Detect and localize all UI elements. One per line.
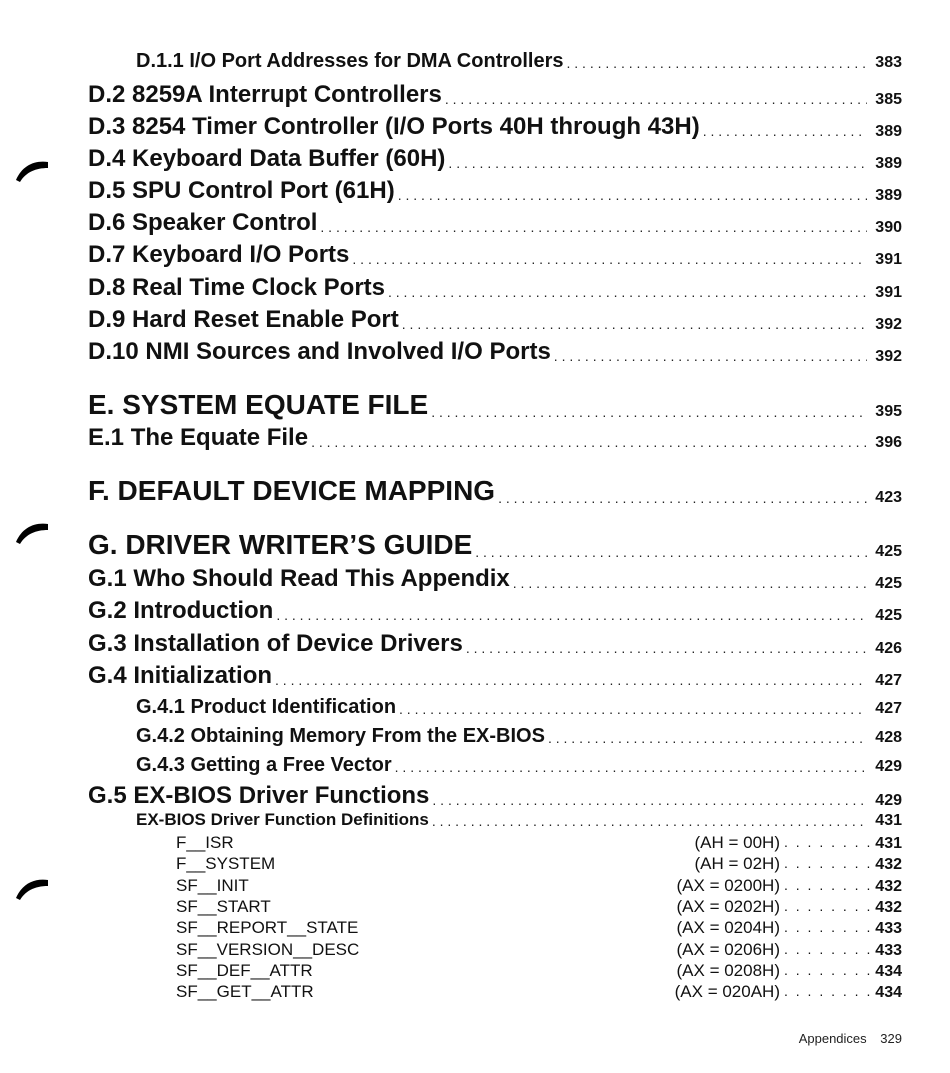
toc-entry-label: D.7 Keyboard I/O Ports [88, 241, 350, 268]
dot-leader [498, 491, 867, 505]
toc-entry-page: 396 [875, 433, 902, 451]
toc-entry-f[interactable] [88, 476, 902, 507]
dot-leader [432, 814, 867, 828]
function-page: 432 [875, 899, 902, 917]
toc-entry-g-4-3[interactable] [136, 754, 902, 776]
toc-entry-label: D.10 NMI Sources and Involved I/O Ports [88, 338, 551, 365]
toc-entry-page: 385 [875, 90, 902, 108]
footer-section-name: Appendices [798, 1031, 867, 1046]
dot-leader [784, 856, 870, 871]
toc-entry-label: D.4 Keyboard Data Buffer (60H) [88, 145, 446, 172]
toc-entry-label: G.3 Installation of Device Drivers [88, 630, 463, 657]
function-code: (AX = 0200H) [676, 876, 780, 895]
function-entry[interactable] [176, 983, 902, 1002]
dot-leader [567, 56, 868, 70]
toc-entry-page: 427 [875, 671, 902, 689]
dot-leader [784, 984, 870, 999]
toc-entry-page: 426 [875, 639, 902, 657]
function-page: 431 [875, 835, 902, 853]
margin-tab-mark-icon [16, 876, 50, 900]
function-name: SF__START [176, 897, 271, 916]
toc-entry-d-4[interactable] [88, 146, 902, 172]
function-code: (AH = 00H) [694, 833, 780, 852]
toc-entry-page: 423 [875, 489, 902, 507]
toc-entry-page: 429 [875, 758, 902, 776]
toc-entry-page: 425 [875, 606, 902, 624]
toc-entry-g-5-definitions[interactable] [136, 811, 902, 830]
function-page: 434 [875, 963, 902, 981]
dot-leader [352, 252, 867, 266]
function-page: 432 [875, 878, 902, 896]
toc-entry-d-1-1[interactable] [136, 50, 902, 72]
toc-entry-label: D.2 8259A Interrupt Controllers [88, 81, 442, 108]
toc-entry-label: D.5 SPU Control Port (61H) [88, 177, 395, 204]
toc-entry-d-2[interactable] [88, 82, 902, 108]
function-name: SF__INIT [176, 876, 249, 895]
toc-entry-g[interactable] [88, 530, 902, 561]
toc-entry-g-4-2[interactable] [136, 725, 902, 747]
function-code: (AH = 02H) [694, 854, 780, 873]
dot-leader [399, 702, 867, 716]
toc-entry-page: 427 [875, 700, 902, 718]
toc-entry-label: E.1 The Equate File [88, 424, 309, 451]
dot-leader [275, 673, 867, 687]
toc-entry-g-1[interactable] [88, 566, 902, 592]
dot-leader [784, 899, 870, 914]
toc-entry-d-8[interactable] [88, 275, 902, 301]
function-name: F__SYSTEM [176, 854, 276, 873]
dot-leader [448, 156, 867, 170]
dot-leader [784, 920, 870, 935]
toc-entry-page: 389 [875, 122, 902, 140]
footer-page-number: 329 [880, 1031, 902, 1046]
toc-entry-d-10[interactable] [88, 339, 902, 365]
dot-leader [432, 793, 867, 807]
dot-leader [311, 435, 867, 449]
toc-entry-label: G.4.2 Obtaining Memory From the EX-BIOS [136, 725, 545, 747]
dot-leader [320, 220, 867, 234]
toc-entry-page: 425 [875, 574, 902, 592]
toc-entry-page: 389 [875, 186, 902, 204]
toc-entry-page: 428 [875, 729, 902, 747]
dot-leader [513, 576, 867, 590]
toc-entry-label: D.3 8254 Timer Controller (I/O Ports 40H through 43H) [88, 113, 700, 140]
function-page: 433 [875, 920, 902, 938]
toc-entry-label: G.5 EX-BIOS Driver Functions [88, 782, 430, 809]
toc-entry-label: EX-BIOS Driver Function Definitions [136, 810, 429, 829]
function-entry[interactable] [176, 855, 902, 874]
function-name: SF__DEF__ATTR [176, 961, 313, 980]
function-name: F__ISR [176, 833, 234, 852]
function-name: SF__VERSION__DESC [176, 940, 360, 959]
function-entry[interactable] [176, 877, 902, 896]
dot-leader [784, 835, 870, 850]
function-page: 433 [875, 942, 902, 960]
function-code: (AX = 020AH) [674, 982, 780, 1001]
margin-tab-mark-icon [16, 158, 50, 182]
page-footer [789, 1031, 902, 1046]
toc-entry-page: 392 [875, 347, 902, 365]
toc-entry-page: 431 [875, 812, 902, 830]
toc-entry-label: D.8 Real Time Clock Ports [88, 274, 385, 301]
toc-entry-label: G. DRIVER WRITER’S GUIDE [88, 529, 473, 560]
toc-entry-g-2[interactable] [88, 598, 902, 624]
toc-entry-page: 392 [875, 315, 902, 333]
toc-entry-label: G.4 Initialization [88, 662, 273, 689]
function-entry[interactable] [176, 941, 902, 960]
dot-leader [548, 731, 867, 745]
toc-entry-label: G.2 Introduction [88, 597, 274, 624]
function-name: SF__REPORT__STATE [176, 918, 359, 937]
toc-entry-page: 389 [875, 154, 902, 172]
toc-entry-page: 429 [875, 791, 902, 809]
function-name: SF__GET__ATTR [176, 982, 314, 1001]
dot-leader [276, 608, 867, 622]
toc-entry-label: F. DEFAULT DEVICE MAPPING [88, 475, 496, 506]
toc-entry-g-5[interactable] [88, 783, 902, 809]
dot-leader [784, 942, 870, 957]
dot-leader [466, 641, 867, 655]
function-page: 432 [875, 856, 902, 874]
toc-entry-label: D.9 Hard Reset Enable Port [88, 306, 399, 333]
function-code: (AX = 0204H) [676, 918, 780, 937]
toc-entry-page: 391 [875, 250, 902, 268]
toc-entry-g-4[interactable] [88, 663, 902, 689]
dot-leader [475, 545, 867, 559]
toc-entry-label: E. SYSTEM EQUATE FILE [88, 389, 429, 420]
toc-entry-label: D.1.1 I/O Port Addresses for DMA Controllers [136, 50, 564, 72]
function-page: 434 [875, 984, 902, 1002]
dot-leader [431, 405, 867, 419]
function-entry[interactable] [176, 962, 902, 981]
function-entry[interactable] [176, 898, 902, 917]
function-entry[interactable] [176, 834, 902, 853]
toc-entry-d-7[interactable] [88, 242, 902, 268]
toc-entry-page: 395 [875, 403, 902, 421]
dot-leader [388, 285, 867, 299]
function-code: (AX = 0202H) [676, 897, 780, 916]
dot-leader [398, 188, 867, 202]
function-code: (AX = 0208H) [676, 961, 780, 980]
toc-entry-e[interactable] [88, 390, 902, 421]
toc-entry-label: G.1 Who Should Read This Appendix [88, 565, 510, 592]
toc-entry-label: D.6 Speaker Control [88, 209, 318, 236]
dot-leader [445, 92, 867, 106]
function-code: (AX = 0206H) [676, 940, 780, 959]
toc-entry-page: 390 [875, 218, 902, 236]
toc-entry-page: 425 [875, 543, 902, 561]
margin-tab-mark-icon [16, 520, 50, 544]
toc-entry-g-4-1[interactable] [136, 696, 902, 718]
toc-entry-d-9[interactable] [88, 307, 902, 333]
toc-entry-page: 391 [875, 283, 902, 301]
toc-entry-d-5[interactable] [88, 178, 902, 204]
toc-entry-e-1[interactable] [88, 425, 902, 451]
dot-leader [784, 963, 870, 978]
toc-entry-d-3[interactable] [88, 114, 902, 140]
toc-entry-label: G.4.1 Product Identification [136, 696, 397, 718]
function-entry[interactable] [176, 919, 902, 938]
dot-leader [395, 760, 867, 774]
dot-leader [784, 878, 870, 893]
dot-leader [554, 349, 867, 363]
toc-entry-page: 383 [875, 54, 902, 72]
toc-entry-label: G.4.3 Getting a Free Vector [136, 754, 392, 776]
toc-entry-g-3[interactable] [88, 631, 902, 657]
dot-leader [703, 124, 867, 138]
dot-leader [402, 317, 867, 331]
toc-entry-d-6[interactable] [88, 210, 902, 236]
